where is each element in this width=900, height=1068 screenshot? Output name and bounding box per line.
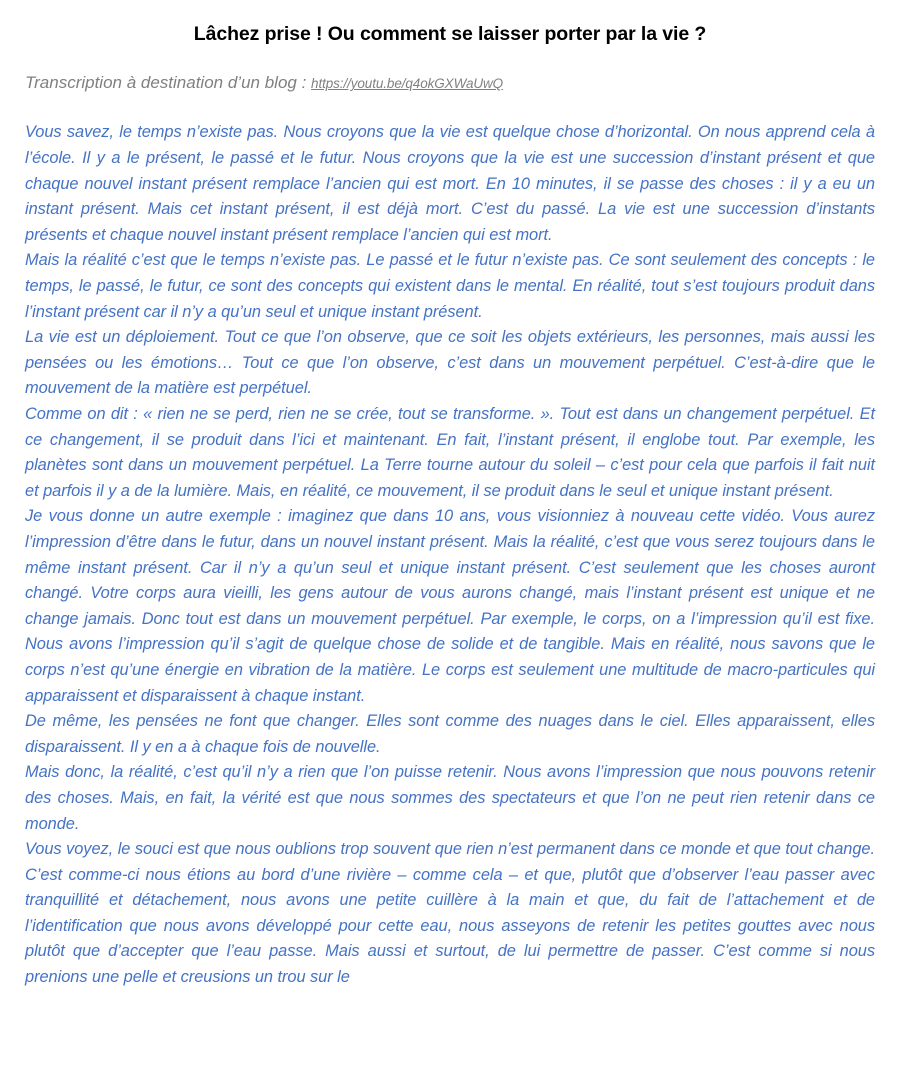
paragraph: Vous savez, le temps n’existe pas. Nous croyons que la vie est quelque chose d’horizontal. On nous apprend cela à l’école. Il y a le présent, le passé et le futur. Nous croyons que la vie est une succession d’instant présent et que chaque nouvel instant présent remplace l’ancien qui est mort. En 10 minutes, il se passe des choses : il y a eu un instant présent. Mais cet instant présent, il est déjà mort. C’est du passé. La vie est une succession d’instants présents et chaque nouvel instant présent remplace l’ancien qui est mort.: [25, 123, 875, 244]
paragraph: Mais donc, la réalité, c’est qu’il n’y a rien que l’on puisse retenir. Nous avons l’impression que nous pouvons retenir des choses. Mais, en fait, la vérité est que nous sommes des spectateurs et que l’on ne peut rien retenir dans ce monde.: [25, 763, 875, 833]
paragraph: De même, les pensées ne font que changer. Elles sont comme des nuages dans le ciel. Elles apparaissent, elles disparaissent. Il y en a à chaque fois de nouvelle.: [25, 712, 875, 756]
paragraph: Vous voyez, le souci est que nous oublions trop souvent que rien n’est permanent dans ce monde et que tout change. C’est comme-ci nous étions au bord d’une rivière – comme cela – et que, plutôt que d’observer l’eau passer avec tranquillité et détachement, nous avons une petite cuillère à la main et que, du fait de l’attachement et de l’identification que nous avons développé pour cette eau, nous asseyons de retenir les petites gouttes avec nous plutôt que d’accepter que l’eau passe. Mais aussi et surtout, de lui permettre de passer. C’est comme si nous prenions une pelle et creusions un trou sur le: [25, 840, 875, 987]
paragraph: La vie est un déploiement. Tout ce que l’on observe, que ce soit les objets extérieurs, les personnes, mais aussi les pensées ou les émotions… Tout ce que l’on observe, c’est dans un mouvement perpétuel. C’est-à-dire que le mouvement de la matière est perpétuel.: [25, 328, 875, 398]
paragraph: Comme on dit : « rien ne se perd, rien ne se crée, tout se transforme. ». Tout est dans un changement perpétuel. Et ce changement, il se produit dans l’ici et maintenant. En fait, l’instant présent, il englobe tout. Par exemple, les planètes sont dans un mouvement perpétuel. La Terre tourne autour du soleil – c’est pour cela que parfois il fait nuit et parfois il y a de la lumière. Mais, en réalité, ce mouvement, il se produit dans le seul et unique instant présent.: [25, 405, 875, 500]
paragraph: Mais la réalité c’est que le temps n’existe pas. Le passé et le futur n’existe pas. Ce sont seulement des concepts : le temps, le passé, le futur, ce sont des concepts qui existent dans le mental. En réalité, tout s’est toujours produit dans l’instant présent car il n’y a qu’un seul et unique instant présent.: [25, 251, 875, 321]
page-title: Lâchez prise ! Ou comment se laisser porter par la vie ?: [193, 23, 707, 45]
paragraph: Je vous donne un autre exemple : imaginez que dans 10 ans, vous visionniez à nouveau cette vidéo. Vous aurez l’impression d’être dans le futur, dans un nouvel instant présent. Mais la réalité, c’est que vous serez toujours dans le même instant présent. Car il n’y a qu’un seul et unique instant présent. C’est seulement que les choses auront changé. Votre corps aura vieilli, les gens autour de vous aurons changé, mais l’instant présent est unique et ne change jamais. Donc tout est dans un mouvement perpétuel. Par exemple, le corps, on a l’impression qu’il est fixe. Nous avons l’impression qu’il s’agit de quelque chose de solide et de tangible. Mais en réalité, nous savons que le corps n’est qu’une énergie en vibration de la matière. Le corps est seulement une multitude de macro-particules qui apparaissent et disparaissent à chaque instant.: [25, 507, 875, 705]
transcript-body: [25, 120, 875, 990]
subtitle: [25, 72, 875, 94]
subtitle-label: Transcription à destination d’un blog :: [25, 73, 312, 93]
video-link[interactable]: https://youtu.be/q4okGXWaUwQ: [311, 76, 504, 92]
